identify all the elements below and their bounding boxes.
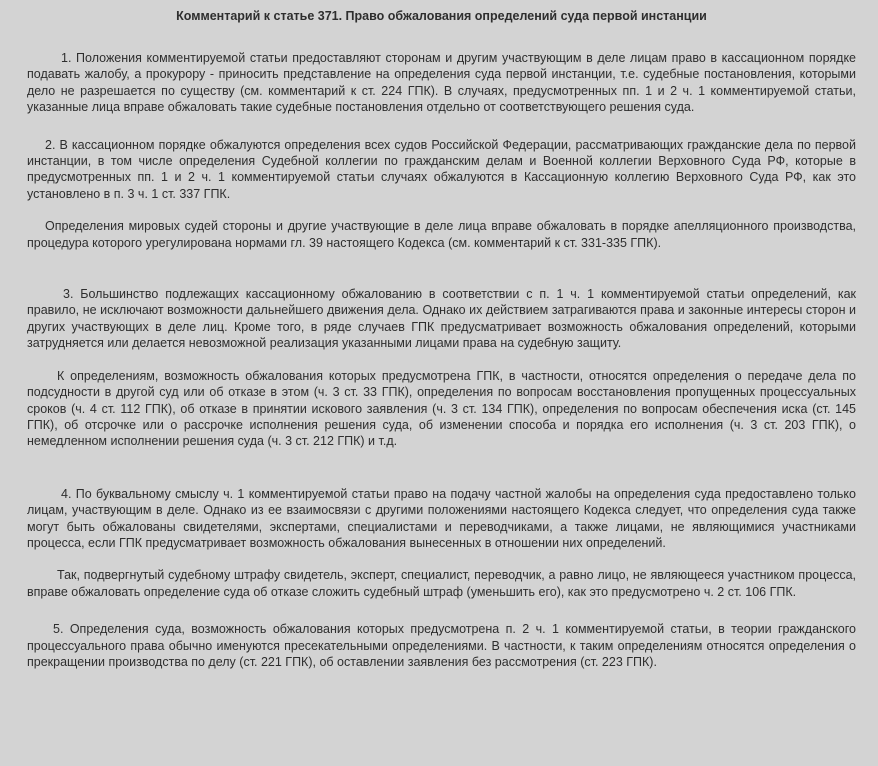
paragraph-7: Так, подвергнутый судебному штрафу свидетель, эксперт, специалист, переводчик, а равно лицо, не являющееся участником процесса, вправе обжаловать определение суда об отказе сложить судебный штраф (уменьшить его), как это предусмотрено ч. 2 ст. 106 ГПК. — [27, 568, 856, 599]
paragraph-2: 2. В кассационном порядке обжалуются определения всех судов Российской Федерации, рассматривающих гражданские дела по первой инстанции, в том числе определения Судебной коллегии по гражданским делам и Военной коллегии Верховного Суда РФ, которые в предусмотренных пп. 1 и 2 ч. 1 комментируемой статьи случаях обжалуются в Кассационную коллегию Верховного Суда РФ, как это установлено в п. 3 ч. 1 ст. 337 ГПК. — [27, 137, 856, 201]
paragraph-3: Определения мировых судей стороны и другие участвующие в деле лица вправе обжаловать в порядке апелляционного производства, процедура которого урегулирована нормами гл. 39 настоящего Кодекса (см. комментарий к ст. 331-335 ГПК). — [27, 219, 856, 250]
paragraph-6: 4. По буквальному смыслу ч. 1 комментируемой статьи право на подачу частной жалобы на определения суда предоставлено только лицам, участвующим в деле. Однако из ее взаимосвязи с другими положениями настоящего Кодекса следует, что определения суда также могут быть обжалованы свидетелями, экспертами, специалистами и переводчиками, а также лицами, не являющимися участниками процесса, если ГПК предусматривает возможность обжалования вынесенных в отношении них определений. — [27, 486, 856, 550]
paragraph-1: 1. Положения комментируемой статьи предоставляют сторонам и другим участвующим в деле лицам право в кассационном порядке подавать жалобу, а прокурору - приносить представление на определения суда первой инстанции, т.е. судебные постановления, которыми дело не разрешается по существу (см. комментарий к ст. 224 ГПК). В случаях, предусмотренных пп. 1 и 2 ч. 1 комментируемой статьи, указанные лица вправе обжаловать такие судебные постановления отдельно от соответствующего решения суда. — [27, 51, 856, 115]
paragraph-4: 3. Большинство подлежащих кассационному обжалованию в соответствии с п. 1 ч. 1 комментируемой статьи определений, как правило, не исключают возможности дальнейшего движения дела. Однако их действием затрагиваются права и законные интересы сторон и других участвующих в деле лиц. Кроме того, в ряде случаев ГПК предусматривает возможность обжалования определений, которыми затрудняется или делается невозможной реализация указанными лицами права на судебную защиту. — [27, 287, 856, 351]
document-title: Комментарий к статье 371. Право обжалования определений суда первой инстанции — [176, 9, 707, 23]
paragraph-5: К определениям, возможность обжалования которых предусмотрена ГПК, в частности, относятся определения о передаче дела по подсудности в другой суд или об отказе в этом (ч. 3 ст. 33 ГПК), определения по вопросам восстановления пропущенных процессуальных сроков (ч. 4 ст. 112 ГПК), об отказе в принятии искового заявления (ч. 3 ст. 134 ГПК), определения по вопросам обеспечения иска (ст. 145 ГПК), об отсрочке или о рассрочке исполнения решения суда, об изменении способа и порядка его исполнения (ч. 3 ст. 203 ГПК), о немедленном исполнении решения суда (ч. 3 ст. 212 ГПК) и т.д. — [27, 368, 856, 449]
paragraph-8: 5. Определения суда, возможность обжалования которых предусмотрена п. 2 ч. 1 комментируемой статьи, в теории гражданского процессуального права обычно именуются пресекательными определениями. В частности, к таким определениям относятся определения о прекращении производства по делу (ст. 221 ГПК), об оставлении заявления без рассмотрения (ст. 223 ГПК). — [27, 622, 856, 669]
